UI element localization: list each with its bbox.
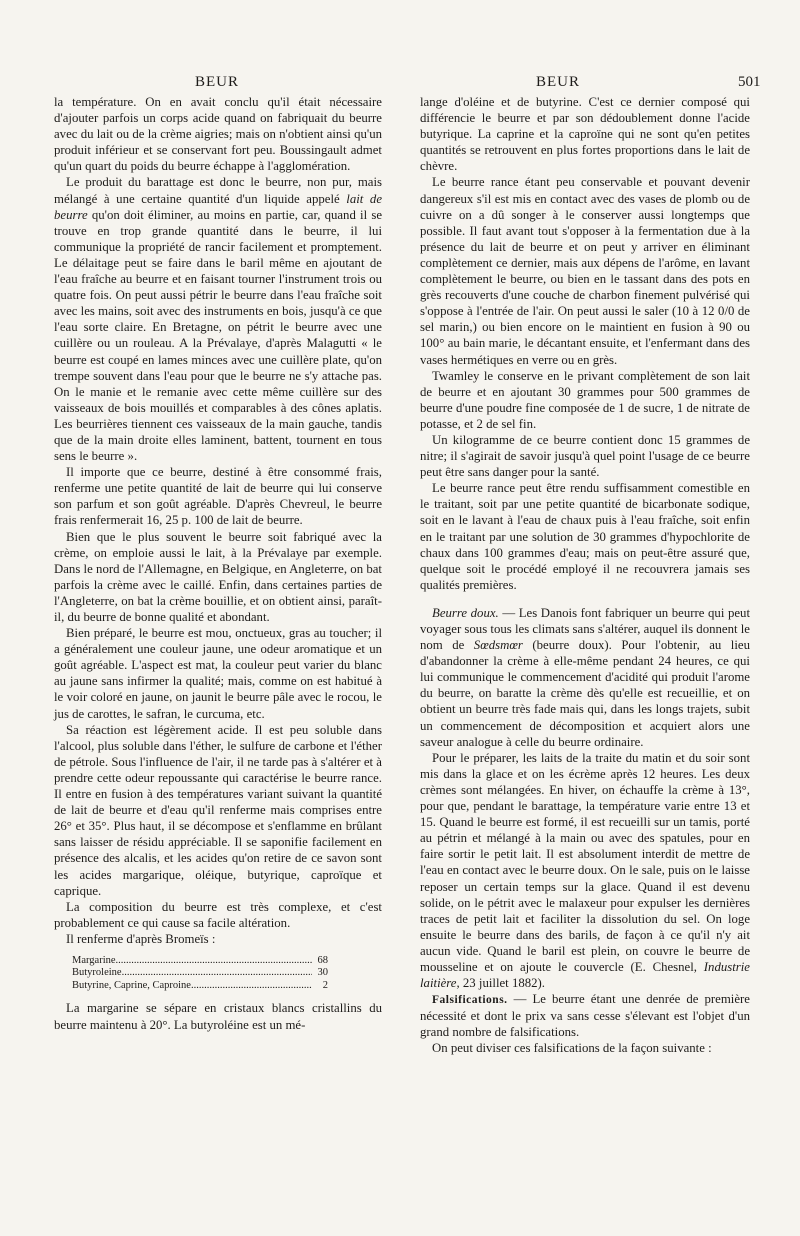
paragraph: Le produit du barattage est donc le beurre, non pur, mais mélangé à une certaine quantité d'un liquide appelé lait de beurre qu'on doit éliminer, au moins en partie, car, quand il se trouve en trop grande quantité dans le beurre, il lui communique la propriété de rancir facilement et promptement. Le délaitage peut se faire dans le baril même en ajoutant de l'eau fraîche au beurre et en faisant tourner l'instrument trois ou quatre fois. On peut aussi pétrir le beurre dans l'eau fraîche soit avec les mains, soit avec des instruments en bois, jusqu'à ce que l'eau sorte claire. En Bretagne, on pétrit le beurre avec une cuillère ou un rouleau. A la Prévalaye, d'après Malagutti « le beurre est coupé en lames minces avec une cuillère plate, qu'on trempe souvent dans l'eau pour que le beurre ne s'y attache pas. On le manie et le remanie avec cette même cuillère sur des vaisseaux de bois mouillés et comparables à des cônes aplatis. Les beurrières tiennent ces vaisseaux de la main gauche, tandis que de la main droite elles laminent, battent, tournent en tous sens le beurre ».: [54, 175, 383, 464]
paragraph: On peut diviser ces falsifications de la façon suivante :: [432, 1041, 712, 1056]
composition-row: Margarine ..... 68: [72, 955, 328, 968]
paragraph: Pour le préparer, les laits de la traite du matin et du soir sont mis dans la glace et on les écrème après 12 heures. Les deux crèmes sont mélangées. En hiver, on échauffe la crème à 13°, pour que, pendant le barattage, la température varie entre 13 et 15. Quand le beurre est formé, il est recueilli sur un tamis, porté au pétrin et mélangé à la main ou avec des spatules, pour en faire sortir le petit lait. Il est absolument interdit de mettre de l'eau en contact avec le beurre doux. On le sale, puis on le laisse reposer un certain temps sur la glace. Quand il est devenu solide, on le pétrit avec le malaxeur pour expulser les dernières traces de petit lait et faciliter la dissolution du sel. On loge ensuite le beurre dans des barils, de façon à ce qu'il n'y ait aucun vide. Quand le baril est plein, on couvre le beurre de mousseline et on ajoute le couvercle (E. Chesnel, Industrie laitière, 23 juillet 1882).: [420, 750, 750, 991]
composition-table: [72, 955, 328, 993]
section-heading: Beurre doux.: [432, 605, 499, 620]
running-head-right: BEUR: [536, 74, 581, 90]
section-beurre-doux: Beurre doux. — Les Danois font fabriquer un beurre qui peut voyager sous tous les climats sans s'altérer, auquel ils donnent le nom de Sœdsmœr (beurre doux). Pour l'obtenir, au lieu d'abandonner la crème à elle-même pendant 24 heures, ce qui lui communique le commencement d'acidité qui produit l'arome du beurre, on baratte la crème dès qu'elle est recueillie, et on obtient un beurre très fade mais qui, dans les longs trajets, subit un commencement de décomposition et acquiert alors une saveur analogue à celle du beurre ordinaire.: [420, 605, 750, 749]
page-number: 501: [738, 74, 761, 90]
section-falsifications: Falsifications. — Le beurre étant une denrée de première nécessité et dont le prix va sans cesse s'élevant est l'objet d'un grand nombre de falsifications.: [420, 992, 750, 1040]
paragraph: Bien que le plus souvent le beurre soit fabriqué avec la crème, on emploie aussi le lait, à la Prévalaye par exemple. Dans le nord de l'Allemagne, en Belgique, en Angleterre, on bat parfois la crème avec le caillé. Enfin, dans certaines parties de l'Angleterre, on bat la crème bouillie, et on obtient ainsi, paraît-il, du beurre de bonne qualité et abondant.: [54, 529, 382, 624]
section-heading: Falsifications.: [432, 994, 508, 1007]
composition-row: Butyrine, Caprine, Caproine ..... 2: [72, 980, 328, 993]
paragraph: La margarine se sépare en cristaux blancs cristallins du beurre maintenu à 20°. La butyroléine est un mé-: [54, 1001, 382, 1032]
paragraph: Sa réaction est légèrement acide. Il est peu soluble dans l'alcool, plus soluble dans l'éther, le sulfure de carbone et l'éther de pétrole. Sous l'influence de l'air, il ne tarde pas à s'altérer et à prendre cette odeur repoussante qui caractérise le beurre rance. Il entre en fusion à des températures variant suivant la quantité de lait de beurre et d'eau qu'il renferme mais comprises entre 26° et 35°. Plus haut, il se décompose et s'enflamme en brûlant sans laisser de résidu appréciable. Il se saponifie facilement en présence des alcalis, et les acides qu'on retire de ce savon sont les acides margarique, oléique, butyrique, caproïque et caprique.: [54, 722, 382, 898]
paragraph: la température. On en avait conclu qu'il était nécessaire d'ajouter parfois un corps acide quand on fabriquait du beurre avec du lait ou de la crème aigries; mais on n'obtient ainsi qu'un produit inférieur et se conservant fort peu. Boussingault admet qu'un quart du poids du beurre échappe à l'agglomération.: [54, 95, 382, 174]
paragraph: Un kilogramme de ce beurre contient donc 15 grammes de nitre; il s'agirait de savoir jusqu'à quel point l'usage de ce beurre peut être sans danger pour la santé.: [420, 432, 750, 480]
running-head-left: BEUR: [195, 74, 240, 90]
paragraph: La composition du beurre est très complexe, et c'est probablement ce qui cause sa facile altération.: [54, 899, 382, 930]
paragraph: Le beurre rance peut être rendu suffisamment comestible en le traitant, soit par une petite quantité de bicarbonate sodique, soit en le lavant à l'eau de chaux puis à l'eau fraîche, soit enfin en le traitant par une solution de 30 grammes d'hypochlorite de chaux dans 100 grammes d'eau; mais on peut-être assuré que, quelque soit le procédé employé il ne recouvrera jamais ses qualités premières.: [420, 481, 750, 592]
italic-term: lait de beurre: [54, 191, 383, 222]
paragraph: Il importe que ce beurre, destiné à être consommé frais, renferme une petite quantité de lait de beurre qui lui conserve son parfum et son goût agréable. D'après Chevreul, le beurre frais renfermerait 16, 25 p. 100 de lait de beurre.: [54, 465, 382, 528]
left-column: [54, 94, 382, 1033]
paragraph: Le beurre rance étant peu conservable et pouvant devenir dangereux s'il est mis en contact avec des vases de plomb ou de cuivre on a dû songer à le conserver aussi longtemps que possible. Il faut avant tout s'opposer à la fermentation due à la présence du lait de beurre et on peut y arriver en éliminant complètement ce dernier, mais aux dépens de l'arôme, en lavant complètement le beurre, ou bien en le tassant dans des pots en grès recouverts d'une couche de charbon finement pulvérisé qui s'oppose à l'entrée de l'air. On peut aussi le saler (10 à 12 0/0 de sel marin,) ou bien encore on le maintient en fusion à 90 ou 100° au bain marie, le décantant ensuite, et l'enfermant dans des vases hermétiques en verre ou en grès.: [420, 175, 750, 367]
paragraph: Bien préparé, le beurre est mou, onctueux, gras au toucher; il a généralement une couleur jaune, une odeur aromatique et un goût agréable. L'aspect est mat, la couleur peut varier du blanc au jaune sans infirmer la qualité; mais, comme on est habitué à le voir coloré en jaune, on jaunit le beurre pâle avec le rocou, le jus de carottes, le safran, le curcuma, etc.: [54, 626, 382, 721]
paragraph: Il renferme d'après Bromeïs :: [66, 931, 216, 946]
paragraph: Twamley le conserve en le privant complètement de son lait de beurre et en ajoutant 30 grammes pour 500 grammes de beurre d'une poudre fine composée de 1 de sucre, 1 de nitrate de potasse, et 2 de sel fin.: [420, 368, 750, 431]
paragraph: lange d'oléine et de butyrine. C'est ce dernier composé qui différencie le beurre et par son dédoublement donne l'acide butyrique. La caprine et la caproïne qui ne sont qu'en petites quantités se retrouvent en plus fortes proportions dans le lait de chèvre.: [420, 95, 750, 174]
composition-row: Butyroleine ..... 30: [72, 967, 328, 980]
right-column: [420, 94, 750, 1057]
